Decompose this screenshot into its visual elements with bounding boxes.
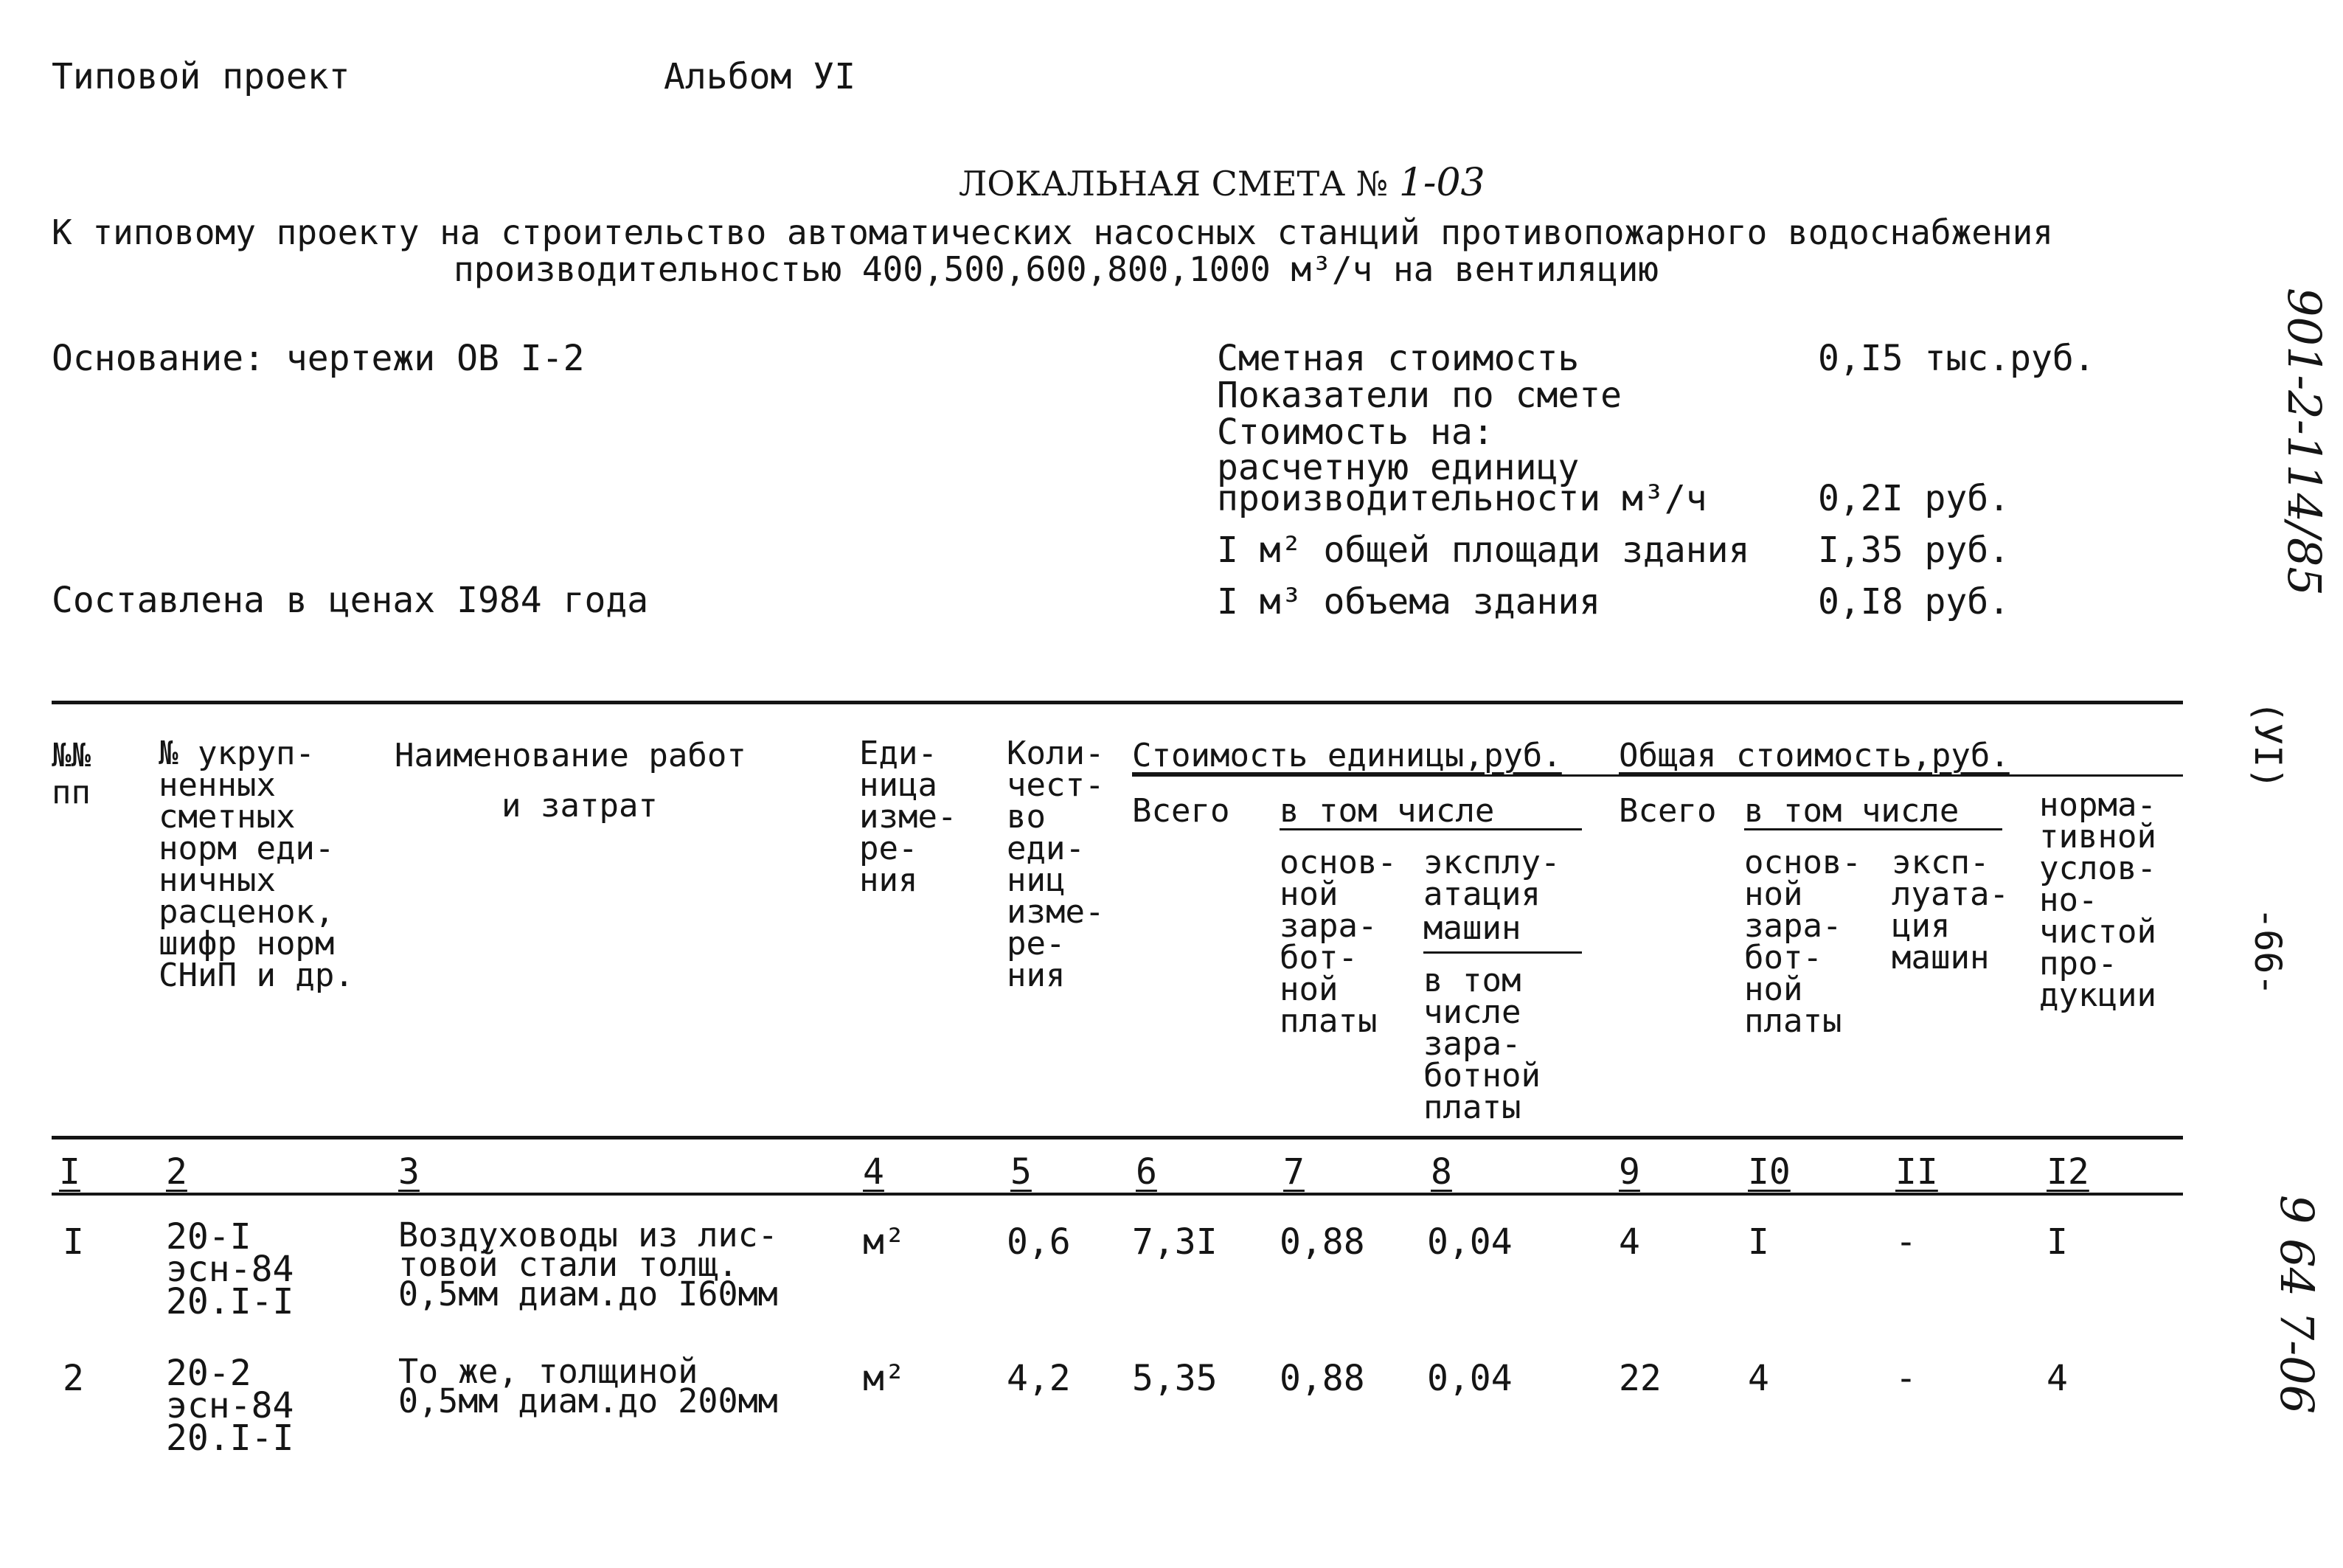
row-work-name: Воздуховоды из лис- товой стали толщ. 0,5мм диам.до I60мм — [398, 1215, 778, 1314]
col-num-3: 3 — [398, 1151, 420, 1193]
cost-group-rule — [1132, 774, 2183, 777]
row-unit-machines: 0,04 — [1427, 1358, 1513, 1399]
col-num-1: I — [59, 1151, 80, 1193]
row-unit: м² — [863, 1358, 906, 1399]
row-total-wage: I — [1748, 1221, 1769, 1263]
col-header-unit-incl: в том числе — [1280, 792, 1495, 830]
col-header-unit-machines-2: машин — [1423, 909, 1521, 947]
col-num-7: 7 — [1283, 1151, 1305, 1193]
summary-area-label: I м² общей площади здания — [1217, 530, 1750, 571]
col-header-total-cost: Общая стоимость,руб. — [1619, 737, 2010, 774]
summary-unit-value: 0,2I руб. — [1818, 478, 2010, 519]
row-work-name: То же, толщиной 0,5мм диам.до 200мм — [398, 1352, 778, 1420]
row-number: 2 — [63, 1358, 84, 1399]
header-bottom-rule — [52, 1136, 2183, 1139]
col-num-6: 6 — [1136, 1151, 1157, 1193]
col-header-unit-cost: Стоимость единицы,руб. — [1132, 737, 1562, 774]
col-num-9: 9 — [1619, 1151, 1640, 1193]
row-unit: м² — [863, 1221, 906, 1263]
basis: Основание: чертежи ОВ I-2 — [52, 338, 585, 379]
col-header-total-sum: Всего — [1619, 792, 1717, 830]
row-quantity: 4,2 — [1007, 1358, 1071, 1399]
title-number: 1-03 — [1398, 161, 1485, 205]
summary-unit-label-2: производительности м³/ч — [1217, 478, 1707, 519]
machines-rule — [1423, 951, 1582, 954]
col-header-unit-machines-1: эксплу- атация — [1423, 844, 1561, 913]
row-norm-code: 20-2 эсн-84 20.I-I — [166, 1353, 294, 1459]
col-num-5: 5 — [1010, 1151, 1032, 1193]
side-volume: (УI) — [2246, 701, 2289, 790]
row-total: 4 — [1619, 1221, 1640, 1263]
col-header-total-machines: эксп- луата- ция машин — [1892, 844, 2009, 976]
side-page: -66- — [2246, 907, 2289, 996]
title-line-1: К типовому проекту на строительство автоматических насосных станций противопожарного водоснабжения — [52, 212, 2054, 252]
col-header-quantity: Коли- чест- во еди- ниц изме- ре- ния — [1007, 735, 1105, 994]
row-number: I — [63, 1221, 84, 1263]
col-header-total-wage: основ- ной зара- бот- ной платы — [1744, 844, 1861, 1040]
col-num-2: 2 — [166, 1151, 187, 1193]
compiled-prices: Составлена в ценах I984 года — [52, 580, 649, 621]
col-header-total-incl: в том числе — [1744, 792, 1960, 830]
summary-area-value: I,35 руб. — [1818, 530, 2010, 571]
summary-indicators: Показатели по смете — [1217, 375, 1622, 416]
col-num-11: II — [1895, 1151, 1938, 1193]
summary-unit-label-1: расчетную единицу — [1217, 447, 1580, 488]
row-normative: I — [2047, 1221, 2068, 1263]
header-album: Альбом УI — [664, 56, 856, 97]
col-num-4: 4 — [863, 1151, 884, 1193]
col-num-8: 8 — [1431, 1151, 1452, 1193]
summary-volume-value: 0,I8 руб. — [1818, 581, 2010, 622]
header-type-project: Типовой проект — [52, 56, 350, 97]
col-header-name-2: и затрат — [501, 787, 658, 825]
summary-volume-label: I м³ объема здания — [1217, 581, 1601, 622]
row-normative: 4 — [2047, 1358, 2068, 1399]
row-total-machines: - — [1895, 1221, 1917, 1263]
row-norm-code: 20-I эсн-84 20.I-I — [166, 1216, 294, 1322]
col-numbers-rule — [52, 1193, 2183, 1196]
col-num-10: I0 — [1748, 1151, 1791, 1193]
col-header-unit-wage: основ- ной зара- бот- ной платы — [1280, 844, 1397, 1040]
col-num-12: I2 — [2047, 1151, 2089, 1193]
title-line-2: производительностью 400,500,600,800,1000 м³/ч на вентиляцию — [454, 249, 1659, 289]
summary-cost-label: Сметная стоимость — [1217, 338, 1580, 379]
row-total-machines: - — [1895, 1358, 1917, 1399]
row-total: 22 — [1619, 1358, 1662, 1399]
row-unit-total: 7,3I — [1132, 1221, 1218, 1263]
row-unit-total: 5,35 — [1132, 1358, 1218, 1399]
col-header-norm-code: № укруп- ненных сметных норм еди- ничных расценок, шифр норм СНиП и др. — [159, 735, 354, 994]
row-total-wage: 4 — [1748, 1358, 1769, 1399]
row-unit-wage: 0,88 — [1280, 1358, 1365, 1399]
col-header-unit: Еди- ница изме- ре- ния — [859, 735, 957, 899]
summary-cost-value: 0,I5 тыс.руб. — [1818, 338, 2095, 379]
table-top-rule — [52, 701, 2183, 704]
col-header-normative: норма- тивной услов- но- чистой про- дукции — [2039, 786, 2156, 1014]
summary-cost-per: Стоимость на: — [1217, 412, 1494, 453]
row-unit-machines: 0,04 — [1427, 1221, 1513, 1263]
title-prefix: ЛОКАЛЬНАЯ СМЕТА № — [959, 164, 1389, 204]
row-quantity: 0,6 — [1007, 1221, 1071, 1263]
row-unit-wage: 0,88 — [1280, 1221, 1365, 1263]
col-header-name-1: Наименование работ — [395, 737, 746, 774]
side-sheet: 9 64 7-06 — [2270, 1195, 2324, 1415]
col-header-pp: №№ пп — [52, 737, 91, 811]
page-title — [959, 161, 1485, 205]
col-header-unit-total: Всего — [1132, 792, 1230, 830]
col-header-unit-machines-wage: в том числе зара- ботной платы — [1423, 962, 1541, 1126]
side-code: 901-2-114/85 — [2277, 288, 2331, 596]
